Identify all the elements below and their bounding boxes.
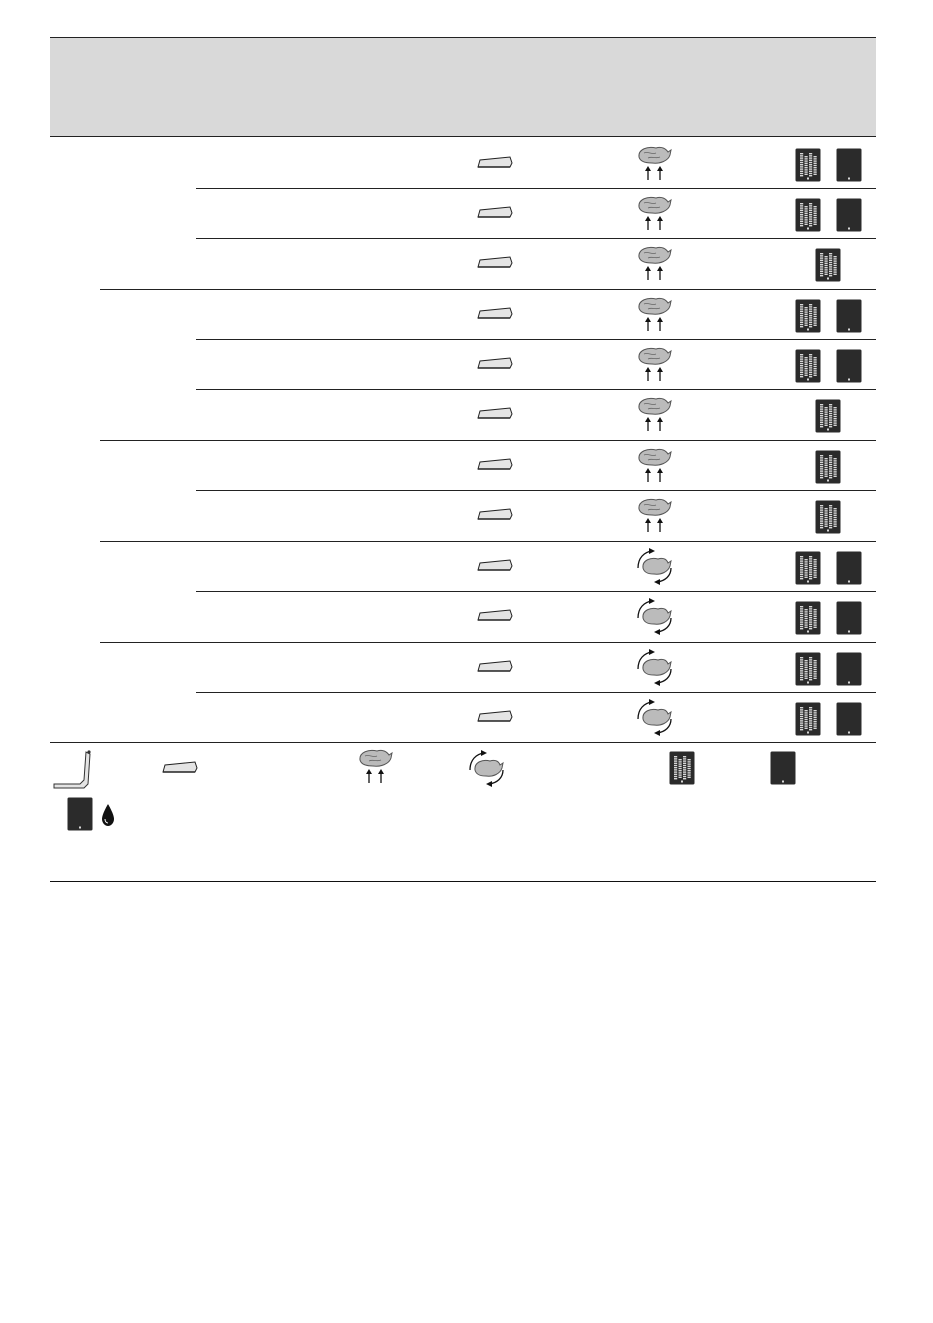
tray-icon [475,709,515,725]
tray-icon [475,558,515,574]
grill-rack-icon [795,349,821,383]
row-divider [196,591,876,592]
roast-up-icon [634,193,674,233]
dish-stand-icon [50,748,96,790]
tray-icon [475,507,515,523]
grill-rack-icon [815,248,841,282]
row-divider [196,238,876,239]
plain-tray-icon [836,198,862,232]
roast-up-icon [634,495,674,535]
row-divider [196,490,876,491]
grill-rack-icon [795,702,821,736]
roast-up-icon [634,243,674,283]
plain-tray-icon [836,299,862,333]
grill-rack-icon [815,399,841,433]
plain-tray-icon [836,601,862,635]
plain-tray-icon [770,751,796,785]
plain-tray-icon [836,551,862,585]
tray-icon [475,659,515,675]
roast-up-icon [634,294,674,334]
tray-icon [475,306,515,322]
tray-icon [475,457,515,473]
grill-rack-icon [795,299,821,333]
row-divider [196,389,876,390]
tray-icon [160,760,200,776]
tray-icon [475,356,515,372]
table-bottom-rule [50,742,876,743]
row-divider [196,339,876,340]
roast-turn-icon [634,647,674,687]
grill-rack-icon [795,551,821,585]
drip-tray-icon [67,797,93,831]
plain-tray-icon [836,349,862,383]
row-divider [100,642,876,643]
roast-up-icon [634,143,674,183]
grill-rack-icon [815,450,841,484]
plain-tray-icon [836,148,862,182]
tray-icon [475,406,515,422]
grill-rack-icon [815,500,841,534]
roast-turn-icon [634,546,674,586]
bottom-rule [50,881,876,882]
grill-rack-icon [795,198,821,232]
grill-rack-icon [669,751,695,785]
grill-rack-icon [795,148,821,182]
roast-up-icon [634,394,674,434]
grill-rack-icon [795,601,821,635]
roast-turn-icon [634,596,674,636]
grill-rack-icon [795,652,821,686]
roast-up-icon [634,445,674,485]
row-divider [196,188,876,189]
water-drop-icon [100,803,116,827]
plain-tray-icon [836,652,862,686]
tray-icon [475,155,515,171]
roast-turn-icon [466,748,506,788]
row-divider [100,440,876,441]
roast-turn-icon [634,697,674,737]
roast-up-icon [634,344,674,384]
tray-icon [475,255,515,271]
row-divider [100,541,876,542]
plain-tray-icon [836,702,862,736]
tray-icon [475,608,515,624]
row-divider [100,289,876,290]
roast-up-icon [355,746,395,786]
tray-icon [475,205,515,221]
row-divider [196,692,876,693]
table-header [50,37,876,137]
